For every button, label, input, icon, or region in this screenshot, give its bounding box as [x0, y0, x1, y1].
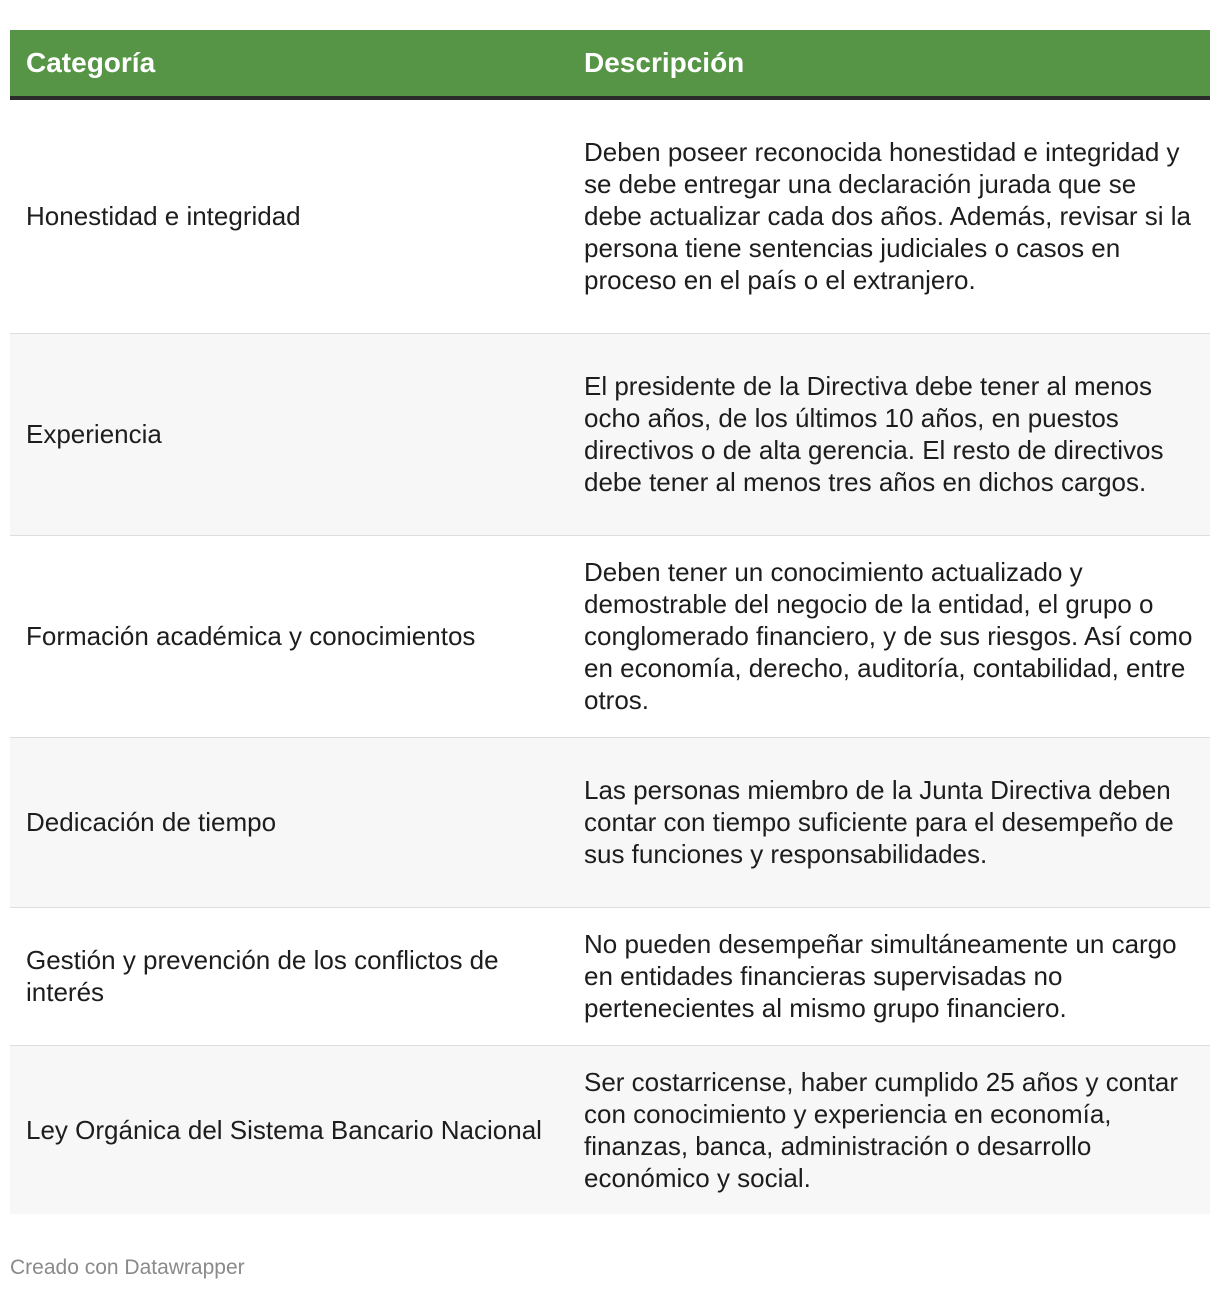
description-cell: Ser costarricense, haber cumplido 25 años y contar con conocimiento y experiencia en economía, finanzas, banca, administración o desarrollo económico y social. — [568, 1045, 1210, 1214]
description-cell: Deben poseer reconocida honestidad e integridad y se debe entregar una declaración jurada que se debe actualizar cada dos años. Además, revisar si la persona tiene sentencias judiciales o casos en proceso en el país o el extranjero. — [568, 98, 1210, 333]
header-row — [10, 30, 1210, 98]
category-cell: Dedicación de tiempo — [10, 737, 568, 907]
column-header-description[interactable]: Descripción — [568, 30, 1210, 98]
description-cell: El presidente de la Directiva debe tener al menos ocho años, de los últimos 10 años, en puestos directivos o de alta gerencia. El resto de directivos debe tener al menos tres años en dichos cargos. — [568, 333, 1210, 535]
category-cell: Honestidad e integridad — [10, 98, 568, 333]
table-row — [10, 98, 1210, 333]
category-cell: Experiencia — [10, 333, 568, 535]
data-table-container — [10, 30, 1210, 1214]
description-cell: Las personas miembro de la Junta Directiva deben contar con tiempo suficiente para el desempeño de sus funciones y responsabilidades. — [568, 737, 1210, 907]
table-row — [10, 1045, 1210, 1214]
description-cell: Deben tener un conocimiento actualizado y demostrable del negocio de la entidad, el grupo o conglomerado financiero, y de sus riesgos. Así como en economía, derecho, auditoría, contabilidad, entre otros. — [568, 535, 1210, 737]
data-table — [10, 30, 1210, 1214]
datawrapper-credit[interactable]: Creado con Datawrapper — [10, 1256, 245, 1279]
category-cell: Formación académica y conocimientos — [10, 535, 568, 737]
table-header — [10, 30, 1210, 98]
column-header-category[interactable]: Categoría — [10, 30, 568, 98]
table-row — [10, 907, 1210, 1045]
table-row — [10, 333, 1210, 535]
table-body — [10, 98, 1210, 1214]
category-cell: Ley Orgánica del Sistema Bancario Nacional — [10, 1045, 568, 1214]
category-cell: Gestión y prevención de los conflictos de interés — [10, 907, 568, 1045]
table-row — [10, 737, 1210, 907]
table-row — [10, 535, 1210, 737]
description-cell: No pueden desempeñar simultáneamente un cargo en entidades financieras supervisadas no pertenecientes al mismo grupo financiero. — [568, 907, 1210, 1045]
